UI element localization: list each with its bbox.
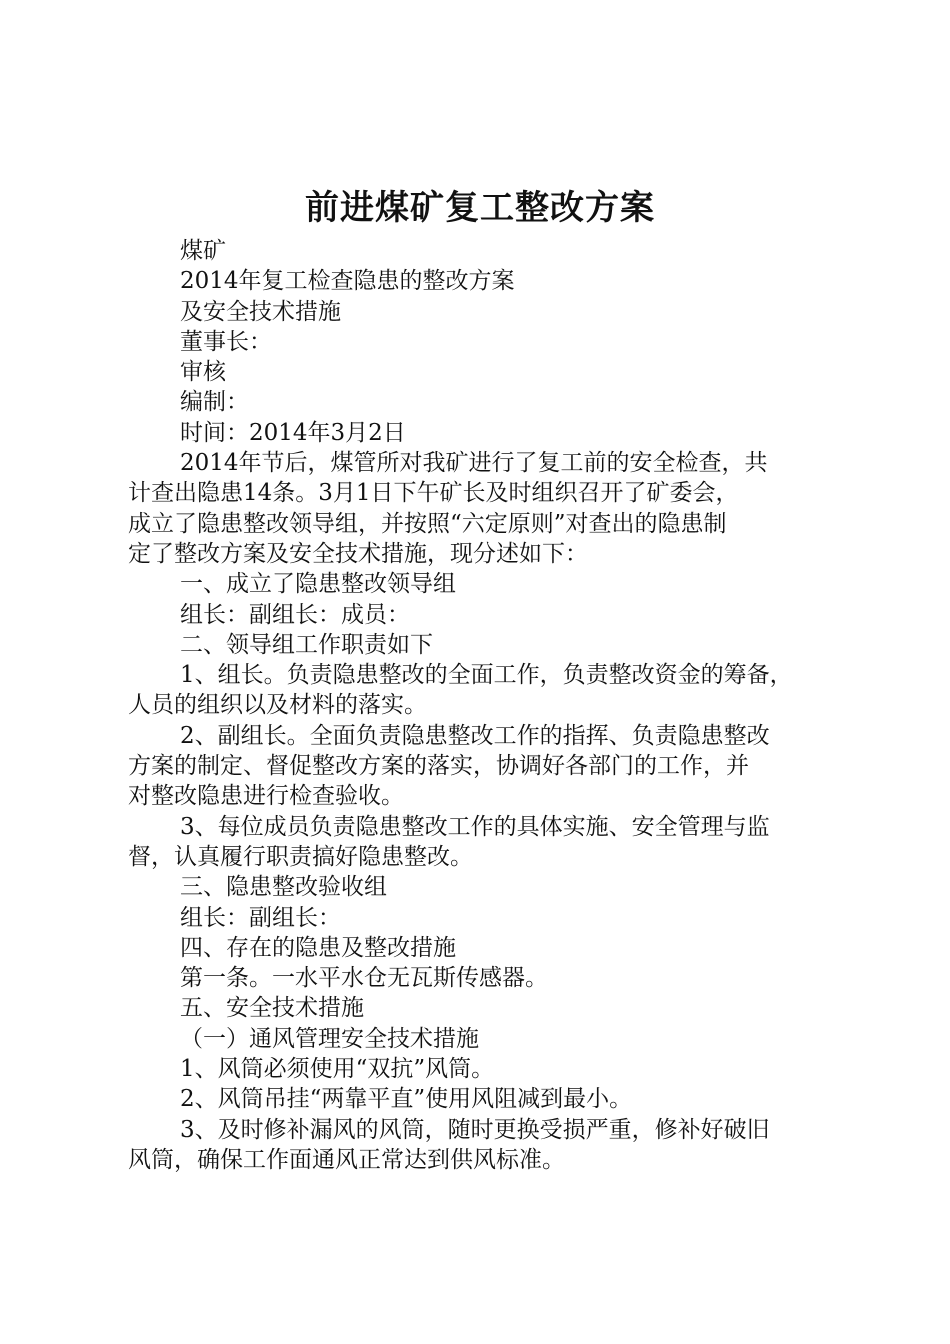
- document-line: 董事长：: [180, 328, 272, 355]
- document-line: 1、组长。负责隐患整改的全面工作，负责整改资金的筹备，: [180, 662, 793, 689]
- document-line: 二、领导组工作职责如下: [180, 631, 433, 658]
- document-line: 五、安全技术措施: [180, 995, 364, 1022]
- document-line: 编制：: [180, 389, 249, 416]
- document-line: 一、成立了隐患整改领导组: [180, 571, 456, 598]
- document-body: [128, 236, 833, 1175]
- document-line: 时间：2014年3月2日: [180, 419, 406, 446]
- document-line: 定了整改方案及安全技术措施，现分述如下：: [128, 540, 588, 567]
- document-line: 四、存在的隐患及整改措施: [180, 934, 456, 961]
- document-line: 组长：副组长：成员：: [180, 601, 410, 628]
- document-line: 方案的制定、督促整改方案的落实，协调好各部门的工作，并: [128, 753, 749, 780]
- document-line: 督，认真履行职责搞好隐患整改。: [128, 843, 473, 870]
- document-line: 2、风筒吊挂“两靠平直”使用风阻减到最小。: [180, 1086, 633, 1113]
- document-line: 2、副组长。全面负责隐患整改工作的指挥、负责隐患整改: [180, 722, 770, 749]
- document-line: 2014年节后，煤管所对我矿进行了复工前的安全检查，共: [180, 450, 768, 477]
- document-line: 组长：副组长：: [180, 904, 341, 931]
- document-line: 第一条。一水平水仓无瓦斯传感器。: [180, 965, 548, 992]
- document-line: 3、及时修补漏风的风筒，随时更换受损严重，修补好破旧: [180, 1116, 770, 1143]
- document-line: 风筒，确保工作面通风正常达到供风标准。: [128, 1146, 565, 1173]
- document-line: 及安全技术措施: [180, 298, 341, 325]
- document-line: 计查出隐患14条。3月1日下午矿长及时组织召开了矿委会，: [128, 480, 739, 507]
- document-line: 审核: [180, 359, 226, 386]
- document-line: 对整改隐患进行检查验收。: [128, 783, 404, 810]
- document-title: 前进煤矿复工整改方案: [305, 188, 655, 228]
- document-line: （一）通风管理安全技术措施: [180, 1025, 479, 1052]
- document-line: 煤矿: [180, 238, 226, 264]
- document-line: 3、每位成员负责隐患整改工作的具体实施、安全管理与监: [180, 813, 770, 840]
- document-line: 2014年复工检查隐患的整改方案: [180, 268, 515, 295]
- document-line: 三、隐患整改验收组: [180, 874, 387, 901]
- document-line: 成立了隐患整改领导组，并按照“六定原则”对查出的隐患制: [128, 510, 727, 537]
- document-line: 人员的组织以及材料的落实。: [128, 692, 427, 719]
- document-line: 1、风筒必须使用“双抗”风筒。: [180, 1056, 495, 1083]
